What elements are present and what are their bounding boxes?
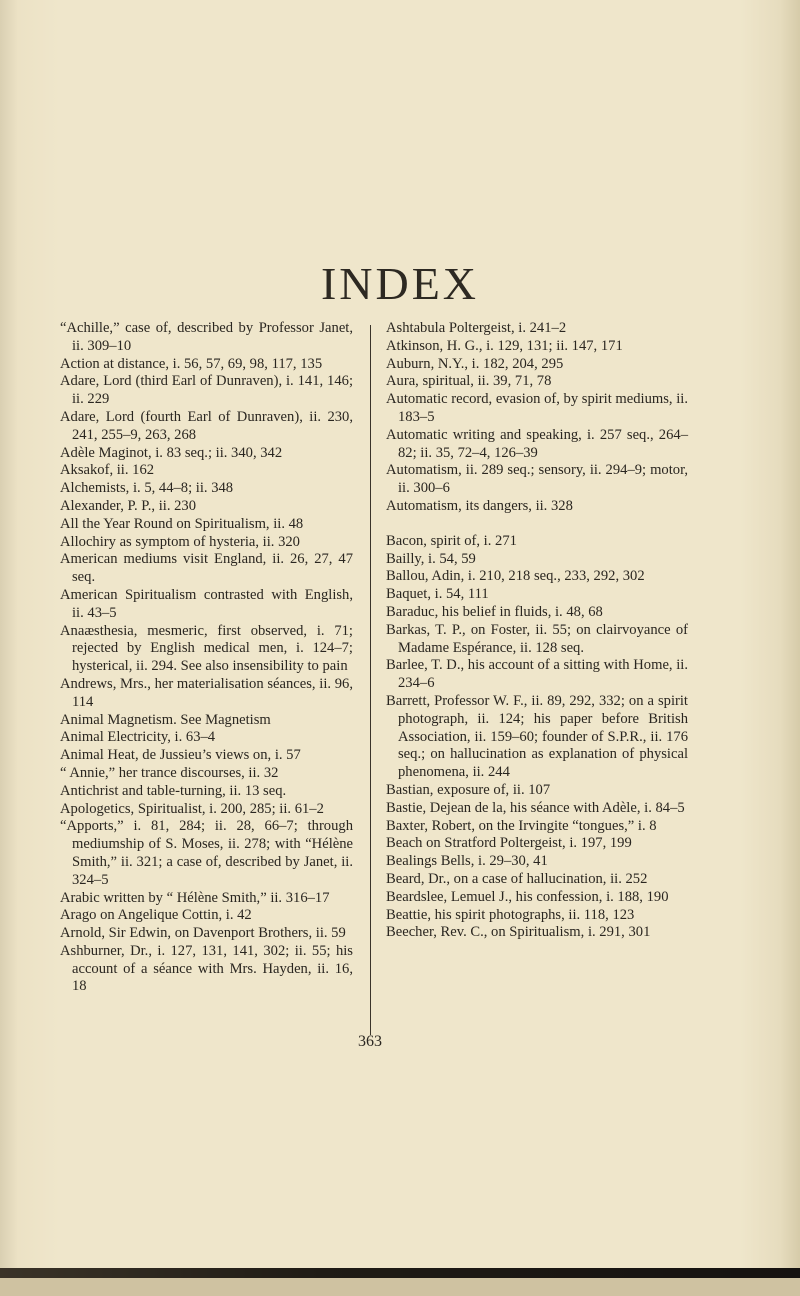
index-entry: Baquet, i. 54, 111: [386, 586, 489, 603]
index-entry: Antichrist and table-turning, ii. 13 seq.: [60, 782, 287, 799]
index-entry: Bacon, spirit of, i. 271: [386, 532, 517, 549]
page-bottom-shadow: [0, 1268, 800, 1278]
index-entry: Arnold, Sir Edwin, on Davenport Brothers, ii. 59: [60, 925, 346, 942]
index-entry: Action at distance, i. 56, 57, 69, 98, 117, 135: [60, 355, 323, 372]
index-entry: Apologetics, Spiritualist, i. 200, 285; ii. 61–2: [60, 800, 324, 817]
index-entry: Baxter, Robert, on the Irvingite “tongues,” i. 8: [386, 817, 657, 834]
index-entry: Baraduc, his belief in fluids, i. 48, 68: [386, 603, 603, 620]
index-entry: Andrews, Mrs., her materialisation séances, ii. 96, 114: [60, 675, 353, 710]
index-entry: Automatism, ii. 289 seq.; sensory, ii. 294–9; motor, ii. 300–6: [386, 462, 688, 497]
page-bottom-edge: [0, 1278, 800, 1296]
index-entry: Beecher, Rev. C., on Spiritualism, i. 291, 301: [386, 924, 651, 941]
index-entry: Beach on Stratford Poltergeist, i. 197, 199: [386, 835, 632, 852]
index-entry: Aksakof, ii. 162: [60, 462, 155, 479]
index-entry: “ Annie,” her trance discourses, ii. 32: [60, 764, 279, 781]
index-entry: Alchemists, i. 5, 44–8; ii. 348: [60, 480, 234, 497]
index-entry: Bastian, exposure of, ii. 107: [386, 781, 551, 798]
index-entry: Ashburner, Dr., i. 127, 131, 141, 302; ii. 55; his account of a séance with Mrs. Hayden, ii. 16, 18: [60, 942, 353, 995]
index-entry: Automatic record, evasion of, by spirit mediums, ii. 183–5: [386, 391, 688, 425]
index-entry: Barrett, Professor W. F., ii. 89, 292, 332; on a spirit photograph, ii. 124; his paper before British Association, ii. 159–60; founder of S.P.R., ii. 176 seq.; on hallucination as explanation of physical phenomena, ii. 244: [386, 692, 688, 781]
index-entry: Bastie, Dejean de la, his séance with Adèle, i. 84–5: [386, 799, 685, 816]
index-entry: American mediums visit England, ii. 26, 27, 47 seq.: [60, 551, 353, 586]
index-entry: Automatic writing and speaking, i. 257 seq., 264–82; ii. 35, 72–4, 126–39: [386, 426, 688, 461]
index-entry: Bailly, i. 54, 59: [386, 550, 476, 567]
index-entry: Alexander, P. P., ii. 230: [60, 497, 197, 514]
index-entry: Animal Magnetism. See Magnetism: [60, 711, 271, 728]
index-entry: Beard, Dr., on a case of hallucination, ii. 252: [386, 870, 648, 887]
page-number: 363: [358, 1033, 382, 1050]
index-entry: Arabic written by “ Hélène Smith,” ii. 316–17: [60, 889, 330, 906]
index-column-left: [60, 320, 353, 996]
index-entry: Atkinson, H. G., i. 129, 131; ii. 147, 171: [386, 337, 623, 354]
index-entry: Aura, spiritual, ii. 39, 71, 78: [386, 373, 552, 390]
index-entry: Animal Electricity, i. 63–4: [60, 729, 216, 746]
index-entry: Auburn, N.Y., i. 182, 204, 295: [386, 355, 564, 372]
index-heading: INDEX: [320, 258, 480, 309]
index-entry: “Apports,” i. 81, 284; ii. 28, 66–7; through mediumship of S. Moses, ii. 278; with “Hélène Smith,” ii. 321; a case of, described by Janet, ii. 324–5: [60, 818, 353, 888]
index-entry: Adare, Lord (fourth Earl of Dunraven), ii. 230, 241, 255–9, 263, 268: [60, 408, 353, 443]
index-entry: Barkas, T. P., on Foster, ii. 55; on clairvoyance of Madame Espérance, ii. 128 seq.: [386, 621, 688, 656]
index-entry: All the Year Round on Spiritualism, ii. 48: [60, 515, 304, 532]
index-entry: Arago on Angelique Cottin, i. 42: [60, 907, 252, 924]
index-entry: “Achille,” case of, described by Professor Janet, ii. 309–10: [60, 320, 353, 354]
column-divider: [370, 325, 371, 1035]
index-entry: Anaæsthesia, mesmeric, first observed, i. 71; rejected by English medical men, i. 124–7; hysterical, ii. 294. See also insensibility to pain: [60, 622, 353, 675]
index-entry: Barlee, T. D., his account of a sitting with Home, ii. 234–6: [386, 657, 688, 692]
index-entry: Automatism, its dangers, ii. 328: [386, 497, 573, 514]
index-entry: Ballou, Adin, i. 210, 218 seq., 233, 292, 302: [386, 568, 645, 585]
index-entry: Allochiry as symptom of hysteria, ii. 320: [60, 533, 300, 550]
index-entry: Beattie, his spirit photographs, ii. 118, 123: [386, 906, 635, 923]
index-column-right: [386, 320, 688, 942]
index-entry: Adèle Maginot, i. 83 seq.; ii. 340, 342: [60, 444, 283, 461]
index-entry: Animal Heat, de Jussieu’s views on, i. 57: [60, 747, 301, 764]
index-entry: Adare, Lord (third Earl of Dunraven), i. 141, 146; ii. 229: [60, 373, 353, 408]
index-entry: Ashtabula Poltergeist, i. 241–2: [386, 320, 567, 336]
index-entry: Bealings Bells, i. 29–30, 41: [386, 853, 548, 870]
index-entry: American Spiritualism contrasted with English, ii. 43–5: [60, 586, 353, 621]
index-entry: Beardslee, Lemuel J., his confession, i. 188, 190: [386, 888, 669, 905]
